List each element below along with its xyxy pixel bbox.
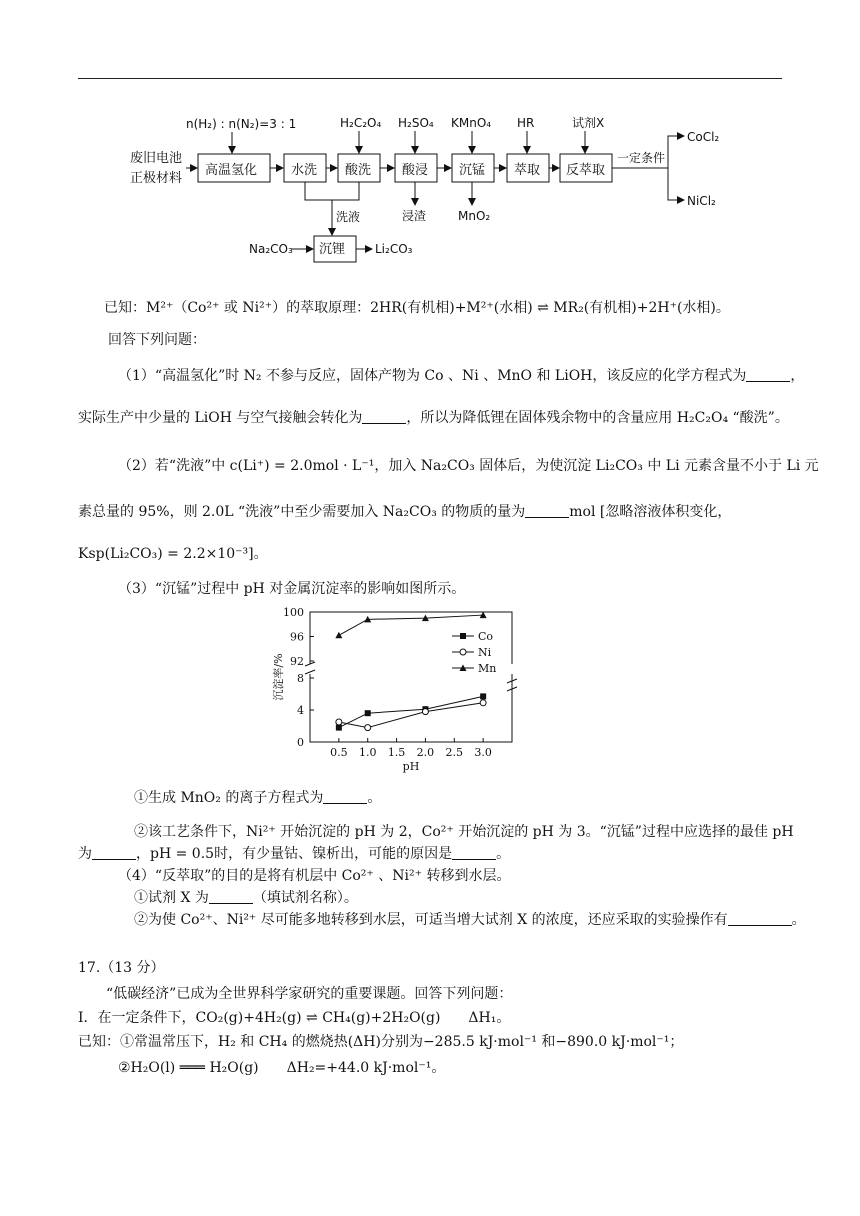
question-2b: 素总量的 95%，则 2.0L “洗液”中至少需要加入 Na₂CO₃ 的物质的量为 mol [忽略溶液体积变化， <box>78 504 732 520</box>
y-tick-label: 0 <box>297 736 304 749</box>
question-3-1: ①生成 MnO₂ 的离子方程式为 。 <box>134 790 382 806</box>
reagent-h2so4: H₂SO₄ <box>398 116 434 130</box>
y-tick-label: 8 <box>297 672 304 685</box>
reagent-kmno4: KMnO₄ <box>451 116 492 130</box>
question-3-2b: 为 ，pH = 0.5时，有少量钴、镍析出，可能的原因是 。 <box>78 846 511 862</box>
data-point-ni <box>422 709 428 715</box>
step-back-extraction: 反萃取 <box>566 163 606 178</box>
data-point-ni <box>365 725 371 731</box>
data-point-ni <box>480 700 486 706</box>
x-tick-label: 2.5 <box>445 746 464 759</box>
question-3: （3）“沉锰”过程中 pH 对金属沉淀率的影响如图所示。 <box>118 581 466 597</box>
legend-label-ni: Ni <box>478 646 492 659</box>
step-hydrogenation: 高温氢化 <box>205 163 258 178</box>
step-mn-precip: 沉锰 <box>459 163 486 178</box>
question-4: （4）“反萃取”的目的是将有机层中 Co²⁺ 、Ni²⁺ 转移到水层。 <box>118 868 511 884</box>
y-tick-label: 96 <box>290 630 304 644</box>
wash-liquid-label: 洗液 <box>336 210 361 224</box>
x-axis-label: pH <box>402 760 420 773</box>
input-label-1: 废旧电池 <box>130 151 183 166</box>
question-2a: （2）若“洗液”中 c(Li⁺) = 2.0mol · L⁻¹，加入 Na₂CO₃ 固体后，为使沉淀 Li₂CO₃ 中 Li 元素含量不小于 Li 元 <box>118 458 819 474</box>
known-principle: 已知：M²⁺（Co²⁺ 或 Ni²⁺）的萃取原理：2HR(有机相)+M²⁺(水相) ⇌ MR₂(有机相)+2H⁺(水相)。 <box>104 300 730 316</box>
legend-label-mn: Mn <box>478 662 497 675</box>
y-tick-label: 100 <box>283 606 304 619</box>
axis-break-gap-right <box>508 664 516 674</box>
question-1a: （1）“高温氢化”时 N₂ 不参与反应，固体产物为 Co 、Ni 、MnO 和 LiOH，该反应的化学方程式为 ， <box>118 368 805 384</box>
step-acid-leach: 酸浸 <box>402 163 429 178</box>
question-17-header: 17.（13 分） <box>78 960 165 976</box>
answer-blank[interactable] <box>728 911 792 926</box>
question-17-known-2: ②H₂O(l) ═══ H₂O(g) ΔH₂=+44.0 kJ·mol⁻¹。 <box>118 1060 446 1076</box>
data-point-mn <box>335 632 342 639</box>
legend-marker-co <box>460 633 466 639</box>
x-tick-label: 1.0 <box>358 746 377 759</box>
x-tick-label: 2.0 <box>416 746 435 759</box>
answer-blank[interactable] <box>452 845 496 860</box>
y-tick-label: 4 <box>297 704 304 717</box>
series-line-mn <box>339 615 483 635</box>
question-4-2: ②为使 Co²⁺、Ni²⁺ 尽可能多地转移到水层，可适当增大试剂 X 的浓度，还应采取的实验操作有 。 <box>134 912 806 928</box>
question-17-known-1: 已知：①常温常压下，H₂ 和 CH₄ 的燃烧热(ΔH)分别为−285.5 kJ·mol⁻¹ 和−890.0 kJ·mol⁻¹； <box>78 1034 684 1050</box>
residue-label: 浸渣 <box>402 209 427 223</box>
answer-blank[interactable] <box>323 789 367 804</box>
data-point-co <box>480 693 486 699</box>
reagent-hr: HR <box>517 116 535 130</box>
series-line-ni <box>339 703 483 728</box>
x-tick-label: 0.5 <box>330 746 348 759</box>
step-extraction: 萃取 <box>514 163 541 178</box>
question-3-2a: ②该工艺条件下，Ni²⁺ 开始沉淀的 pH 为 2，Co²⁺ 开始沉淀的 pH 为 3。“沉锰”过程中应选择的最佳 pH <box>134 824 794 840</box>
legend-marker-ni <box>460 649 466 655</box>
li2co3-label: Li₂CO₃ <box>375 242 413 256</box>
input-label-2: 正极材料 <box>130 171 183 186</box>
y-axis-label: 沉淀率/% <box>272 653 285 701</box>
data-point-ni <box>336 719 342 725</box>
product-cocl2: CoCl₂ <box>687 130 720 144</box>
x-tick-label: 1.5 <box>387 746 406 759</box>
step-water-wash: 水洗 <box>291 163 318 178</box>
step-acid-wash: 酸洗 <box>345 163 372 178</box>
na2co3-label: Na₂CO₃ <box>249 242 293 256</box>
condition-label: 一定条件 <box>617 151 666 165</box>
question-17-part-1: I．在一定条件下，CO₂(g)+4H₂(g) ⇌ CH₄(g)+2H₂O(g) ΔH₁。 <box>78 1010 511 1026</box>
question-2c: Ksp(Li₂CO₃) = 2.2×10⁻³]。 <box>78 546 268 562</box>
question-4-1: ①试剂 X 为 （填试剂名称）。 <box>134 890 358 906</box>
mno2-label: MnO₂ <box>458 209 491 223</box>
question-1b: 实际生产中少量的 LiOH 与空气接触会转化为 ，所以为降低锂在固体残余物中的含量应用 H₂C₂O₄ “酸洗”。 <box>78 410 789 426</box>
ratio-label: n(H₂) : n(N₂)=3 : 1 <box>186 117 297 131</box>
series-line-co <box>339 696 483 727</box>
product-nicl2: NiCl₂ <box>687 194 716 208</box>
reagent-h2c2o4: H₂C₂O₄ <box>340 116 382 130</box>
x-tick-label: 3.0 <box>474 746 492 759</box>
answer-blank[interactable] <box>209 889 253 904</box>
data-point-co <box>365 710 371 716</box>
answer-prompt: 回答下列问题： <box>108 332 206 348</box>
legend-label-co: Co <box>478 630 494 643</box>
question-17-intro: “低碳经济”已成为全世界科学家研究的重要课题。回答下列问题： <box>106 986 513 1002</box>
reagent-x: 试剂X <box>572 116 605 130</box>
answer-blank[interactable] <box>92 845 136 860</box>
y-tick-label: 92 <box>290 655 304 668</box>
step-li-precip: 沉锂 <box>319 242 346 257</box>
